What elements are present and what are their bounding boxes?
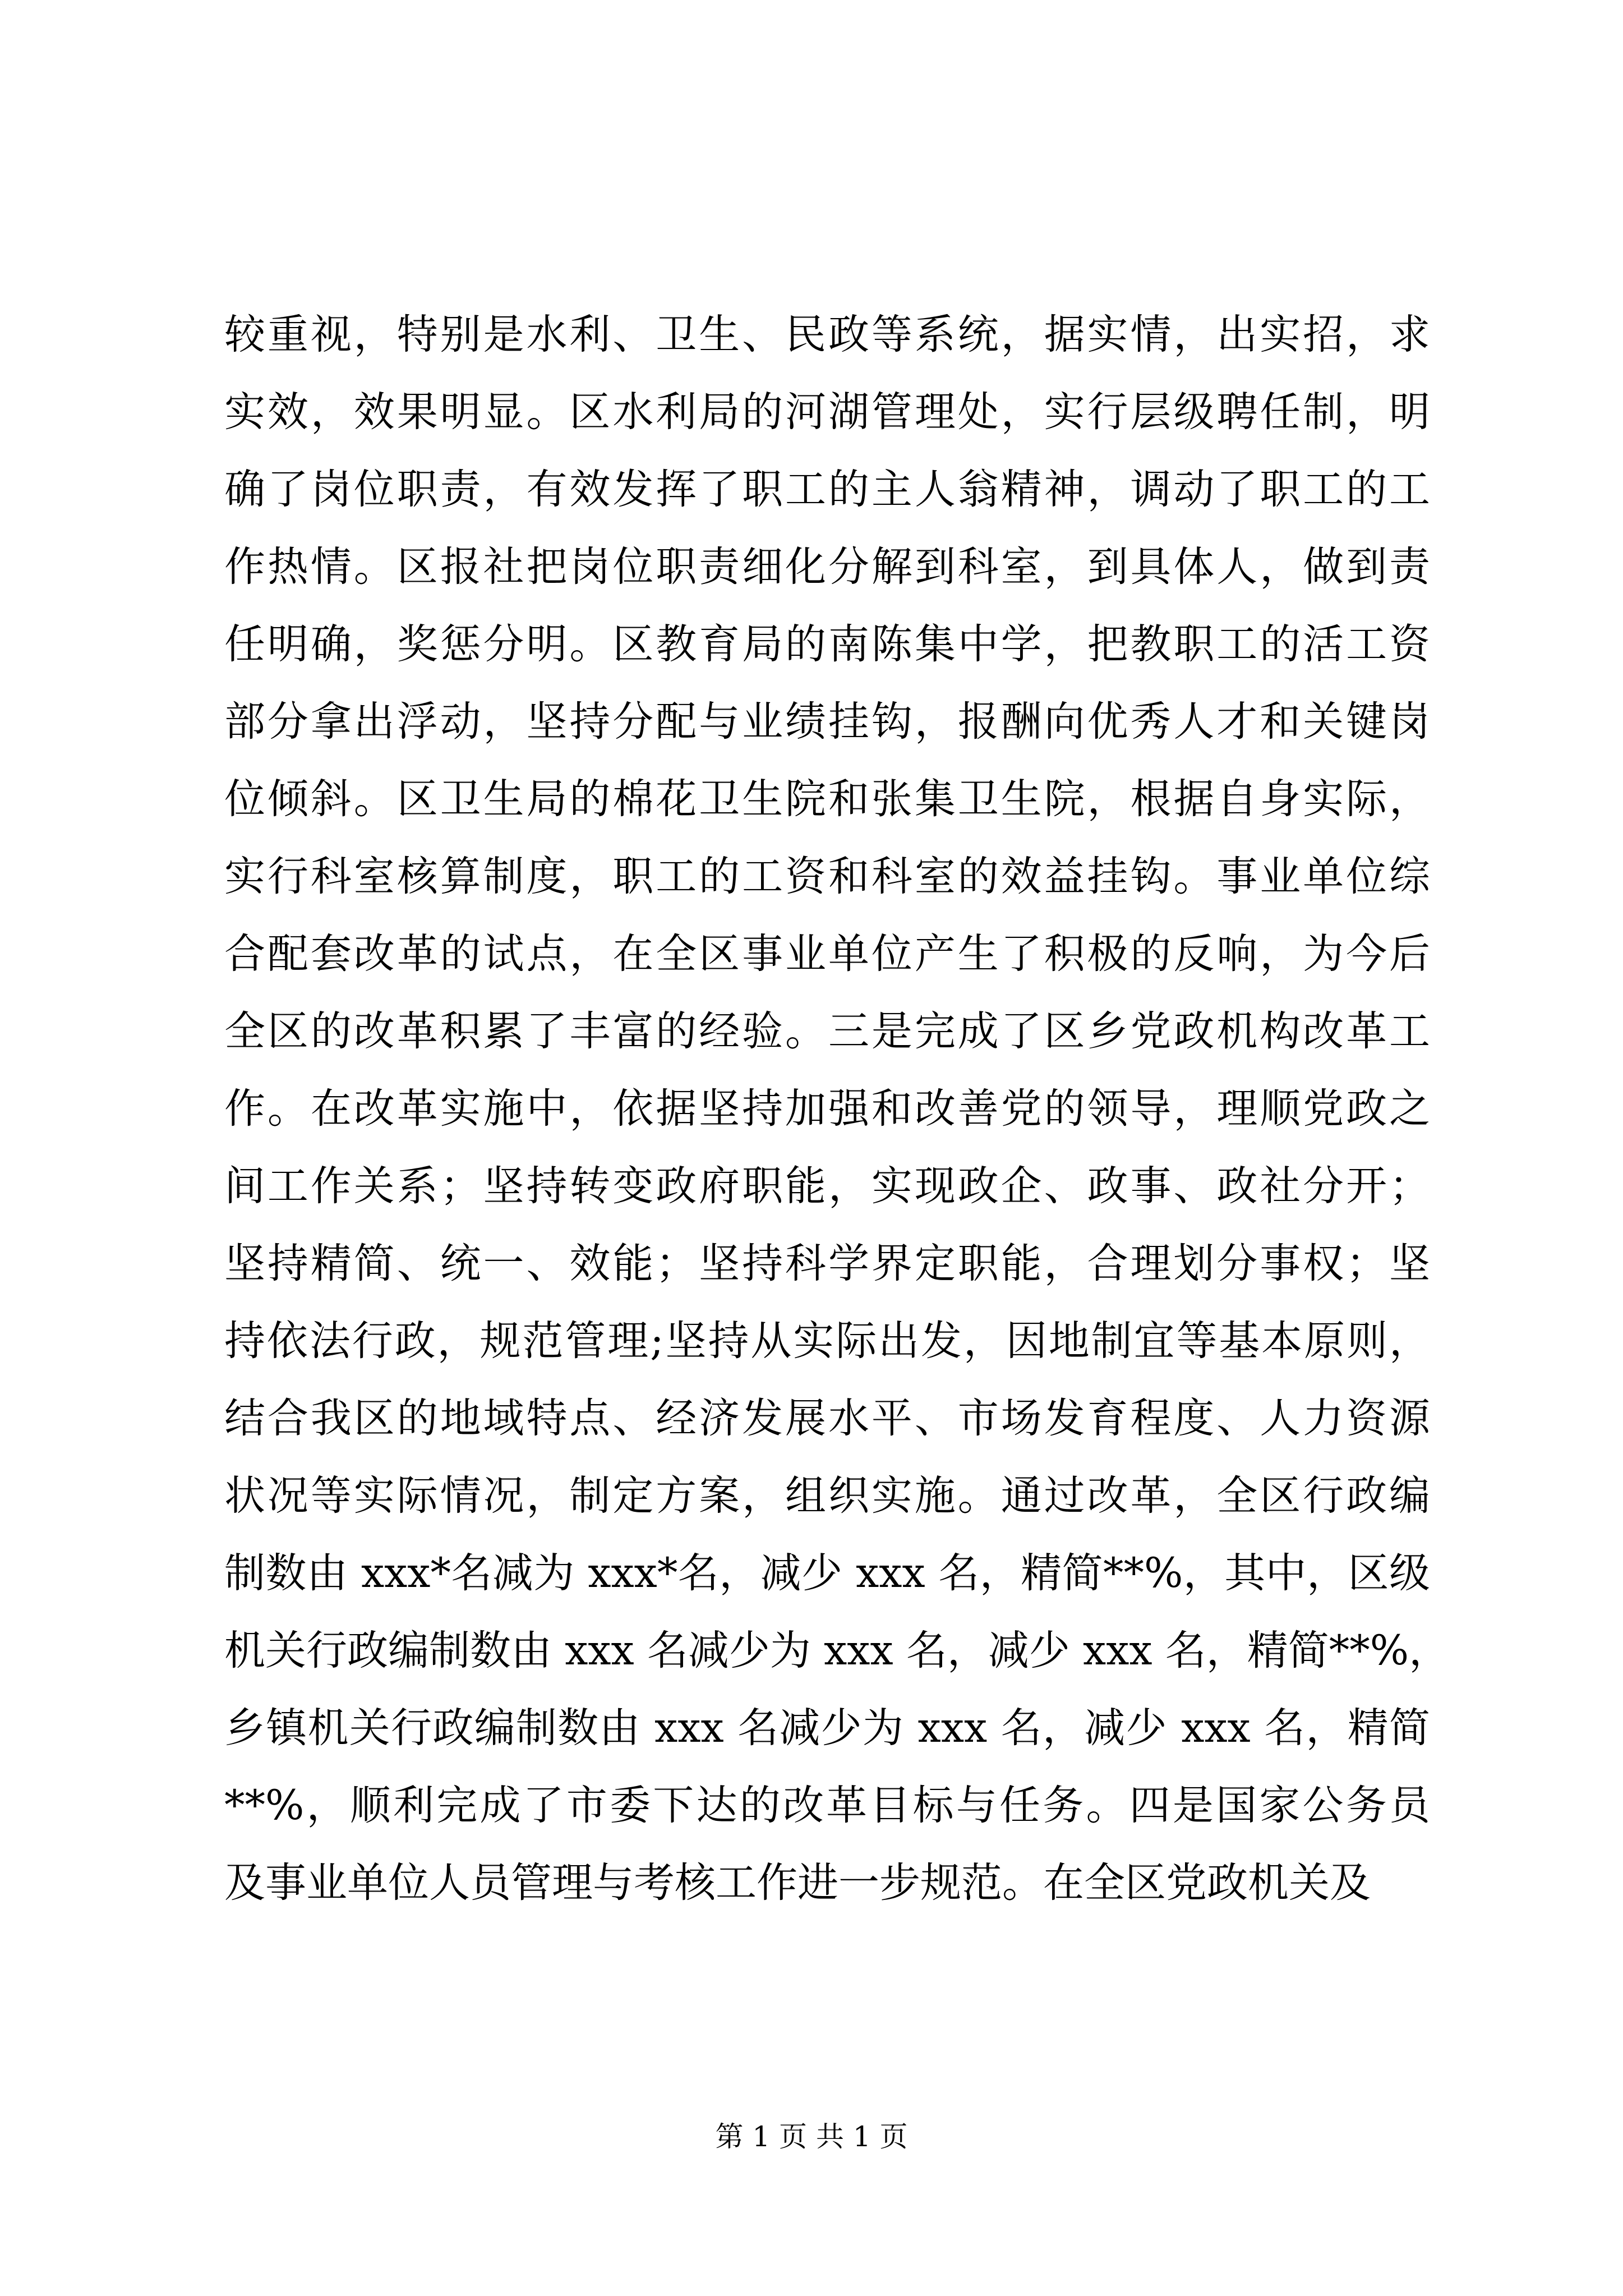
body-text (224, 296, 1450, 1922)
text-line: 实效，效果明显。区水利局的河湖管理处，实行层级聘任制，明 (224, 388, 1430, 436)
text-line: 全区的改革积累了丰富的经验。三是完成了区乡党政机构改革工 (224, 1007, 1430, 1055)
text-line: **%，顺利完成了市委下达的改革目标与任务。四是国家公务员 (224, 1782, 1430, 1829)
text-line: 制数由 xxx*名减为 xxx*名，减少 xxx 名，精简**%，其中，区级 (224, 1549, 1430, 1597)
text-line: 位倾斜。区卫生局的棉花卫生院和张集卫生院，根据自身实际， (224, 775, 1430, 823)
text-line: 坚持精简、统一、效能；坚持科学界定职能，合理划分事权；坚 (224, 1240, 1430, 1287)
text-line: 确了岗位职责，有效发挥了职工的主人翁精神，调动了职工的工 (224, 466, 1430, 513)
text-line: 较重视，特别是水利、卫生、民政等系统，据实情，出实招，求 (224, 311, 1430, 358)
text-line: 实行科室核算制度，职工的工资和科室的效益挂钩。事业单位综 (224, 853, 1430, 900)
text-line: 任明确，奖惩分明。区教育局的南陈集中学，把教职工的活工资 (224, 620, 1430, 668)
text-line: 结合我区的地域特点、经济发展水平、市场发育程度、人力资源 (224, 1395, 1430, 1442)
page-footer: 第 1 页 共 1 页 (715, 2120, 908, 2153)
text-line: 作热情。区报社把岗位职责细化分解到科室，到具体人，做到责 (224, 543, 1430, 591)
text-line: 间工作关系；坚持转变政府职能，实现政企、政事、政社分开； (224, 1162, 1430, 1210)
text-line: 部分拿出浮动，坚持分配与业绩挂钩，报酬向优秀人才和关键岗 (224, 698, 1430, 746)
text-line: 合配套改革的试点，在全区事业单位产生了积极的反响，为今后 (224, 930, 1430, 978)
text-line: 机关行政编制数由 xxx 名减少为 xxx 名，减少 xxx 名，精简**%， (224, 1627, 1450, 1674)
text-line: 乡镇机关行政编制数由 xxx 名减少为 xxx 名，减少 xxx 名，精简 (224, 1704, 1430, 1752)
text-line: 状况等实际情况，制定方案，组织实施。通过改革，全区行政编 (224, 1472, 1430, 1520)
text-line: 及事业单位人员管理与考核工作进一步规范。在全区党政机关及 (224, 1859, 1371, 1907)
text-line: 作。在改革实施中，依据坚持加强和改善党的领导，理顺党政之 (224, 1085, 1430, 1133)
text-line: 持依法行政，规范管理;坚持从实际出发，因地制宜等基本原则， (224, 1317, 1430, 1365)
